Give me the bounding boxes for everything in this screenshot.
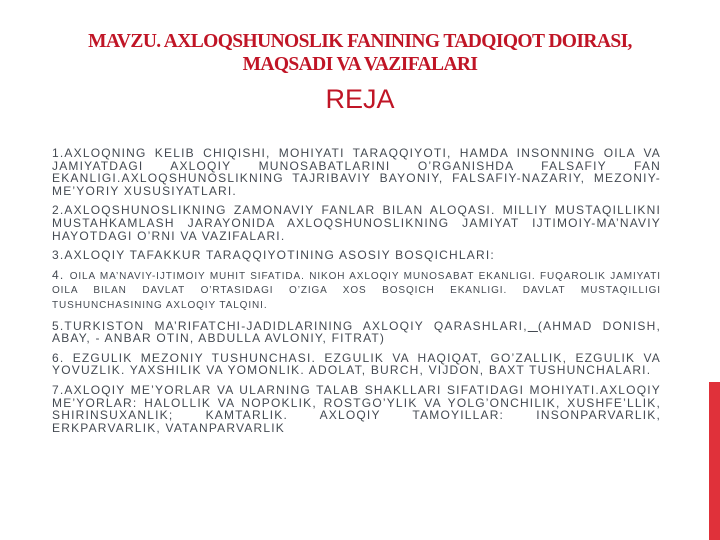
accent-bar: [709, 382, 720, 540]
plan-item-6: 6. EZGULIK MEZONIY TUSHUNCHASI. EZGULIK VA HAQIQAT, GO’ZALLIK, EZGULIK VA YOVUZLIK. YAXSHILIK VA YOMONLIK. ADOLAT, BURCH, VIJDON, BAXT TUSHUNCHALARI.: [52, 350, 661, 378]
plan-item-4: [52, 269, 661, 313]
plan-item-3: 3.AXLOQIY TAFAKKUR TARAQQIYOTINING ASOSIY BOSQICHLARI:: [52, 248, 495, 263]
plan-item-5: [52, 320, 661, 345]
plan-item-7: 7.AXLOQIY ME’YORLAR VA ULARNING TALAB SHAKLLARI SIFATIDAGI MOHIYATI.AXLOQIY ME’YORLAR: HALOLLIK VA NOPOKLIK, ROSTGO’YLIK VA YOLG’ONCHILIK, XUSHFE’LLIK, SHIRINSUXANLIK; KAMTARLIK. AXLOQIY TAMOYILLAR: INSONPARVARLIK, ERKPARVARLIK, VATANPARVARLIK: [52, 382, 661, 435]
plan-item-2: 2.AXLOQSHUNOSLIKNING ZAMONAVIY FANLAR BILAN ALOQASI. MILLIY MUSTAQILLIKNI MUSTAHKAMLASH JARAYONIDA AXLOQSHUNOSLIKNING JAMIYAT IJTIMOIY-MA’NAVIY HAYOTDAGI O’RNI VA VAZIFALARI.: [52, 203, 661, 243]
slide-title-line-1: MAVZU. AXLOQSHUNOSLIK FANINING TADQIQOT DOIRASI,: [88, 31, 632, 52]
plan-item-4-text: OILA MA’NAVIY-IJTIMOIY MUHIT SIFATIDA. NIKOH AXLOQIY MUNOSABAT EKANLIGI. FUQAROLIK JAMIYATI OILA BILAN DAVLAT O’RTASIDAGI O’ZIGA XOS BOSQICH EKANLIGI. DAVLAT MUSTAQILLIGI TUSHUNCHASINING AXLOQIY TALQINI.: [52, 270, 661, 311]
plan-item-1: 1.AXLOQNING KELIB CHIQISHI, MOHIYATI TARAQQIYOTI, HAMDA INSONNING OILA VA JAMIYATDAGI AXLOQIY MUNOSABATLARINI O’RGANISHDA FALSAFIY FAN EKANLIGI.AXLOQSHUNOSLIKNING TAJRIBAVIY BAYONIY, FALSAFIY-NAZARIY, MEZONIY-ME’YORIY XUSUSIYATLARI.: [52, 146, 661, 198]
slide-subtitle: REJA: [325, 84, 395, 114]
plan-item-5-text-b: (AHMAD DONISH, ABAY, - ANBAR OTIN, ABDULLA AVLONIY, FITRAT): [52, 318, 661, 346]
plan-item-4-number: 4.: [52, 267, 65, 282]
plan-list: [52, 147, 661, 441]
plan-item-5-text-a: 5.TURKISTON MA’RIFATCHI-JADIDLARINING AXLOQIY QARASHLARI,: [52, 318, 528, 333]
slide-title: [60, 30, 660, 76]
slide-title-line-2: MAQSADI VA VAZIFALARI: [242, 54, 478, 75]
plan-item-5-underline: [528, 319, 538, 333]
